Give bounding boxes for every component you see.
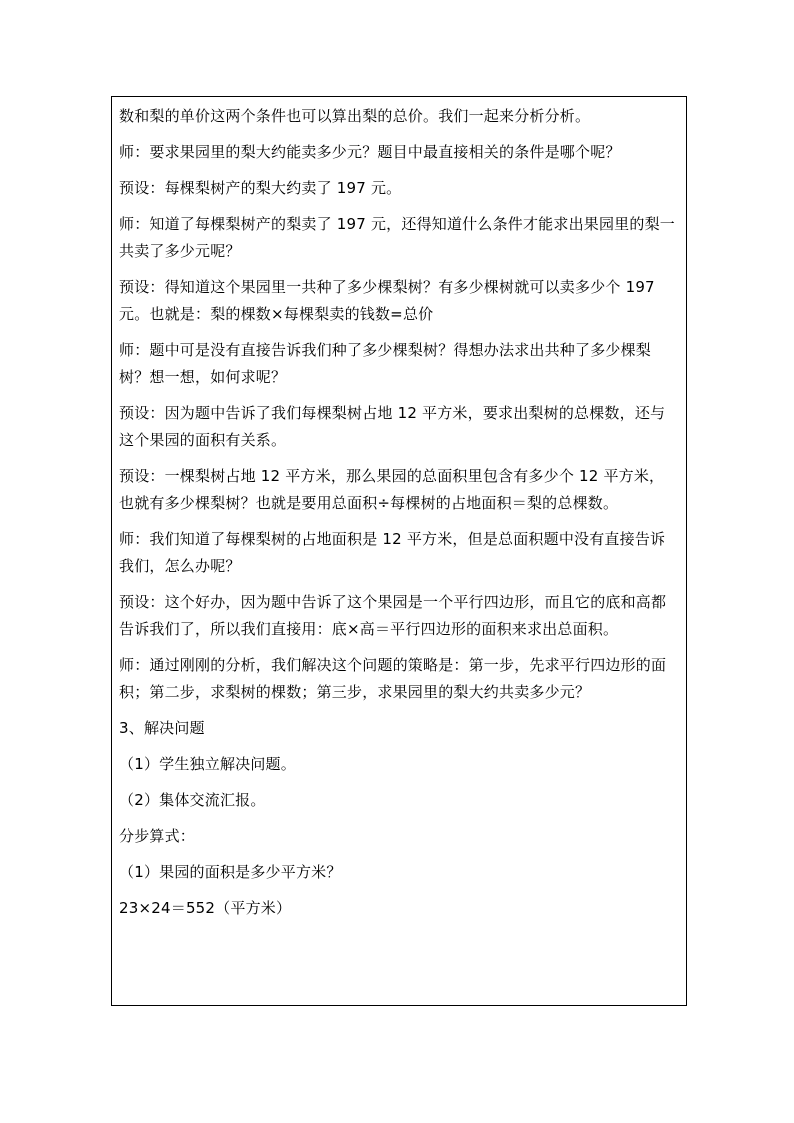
paragraph: 预设：一棵梨树占地 12 平方米，那么果园的总面积里包含有多少个 12 平方米，也就有多少棵梨树？也就是要用总面积÷每棵树的占地面积＝梨的总棵数。 [119, 467, 665, 512]
paragraph: （1）学生独立解决问题。 [119, 755, 296, 773]
paragraph: 预设：因为题中告诉了我们每棵梨树占地 12 平方米，要求出梨树的总棵数，还与这个果园的面积有关系。 [119, 404, 666, 449]
equation: 23×24＝552（平方米） [119, 899, 292, 917]
paragraph: 师：题中可是没有直接告诉我们种了多少棵梨树？得想办法求出共种了多少棵梨树？想一想，如何求呢？ [119, 341, 652, 386]
paragraph: 数和梨的单价这两个条件也可以算出梨的总价。我们一起来分析分析。 [119, 107, 591, 125]
paragraph: 师：知道了每棵梨树产的梨卖了 197 元，还得知道什么条件才能求出果园里的梨一共卖了多少元呢？ [119, 215, 675, 260]
paragraph: 师：我们知道了每棵梨树的占地面积是 12 平方米，但是总面积题中没有直接告诉我们，怎么办呢？ [119, 530, 666, 575]
paragraph: 预设：每棵梨树产的梨大约卖了 197 元。 [119, 179, 402, 197]
paragraph: 分步算式： [119, 827, 196, 845]
paragraph: 师：通过刚刚的分析，我们解决这个问题的策略是：第一步，先求平行四边形的面积；第二步，求梨树的棵数；第三步，求果园里的梨大约共卖多少元？ [119, 656, 667, 701]
paragraph: 师：要求果园里的梨大约能卖多少元？题目中最直接相关的条件是哪个呢？ [119, 143, 621, 161]
paragraph: （1）果园的面积是多少平方米？ [119, 863, 342, 881]
paragraph: 预设：这个好办，因为题中告诉了这个果园是一个平行四边形，而且它的底和高都告诉我们了，所以我们直接用：底×高＝平行四边形的面积来求出总面积。 [119, 593, 667, 638]
section-heading: 3、解决问题 [119, 719, 205, 737]
lesson-plan-cell [111, 96, 687, 1006]
paragraph: 预设：得知道这个果园里一共种了多少棵梨树？有多少棵树就可以卖多少个 197 元。也就是：梨的棵数×每棵梨卖的钱数=总价 [119, 278, 655, 323]
paragraph: （2）集体交流汇报。 [119, 791, 266, 809]
